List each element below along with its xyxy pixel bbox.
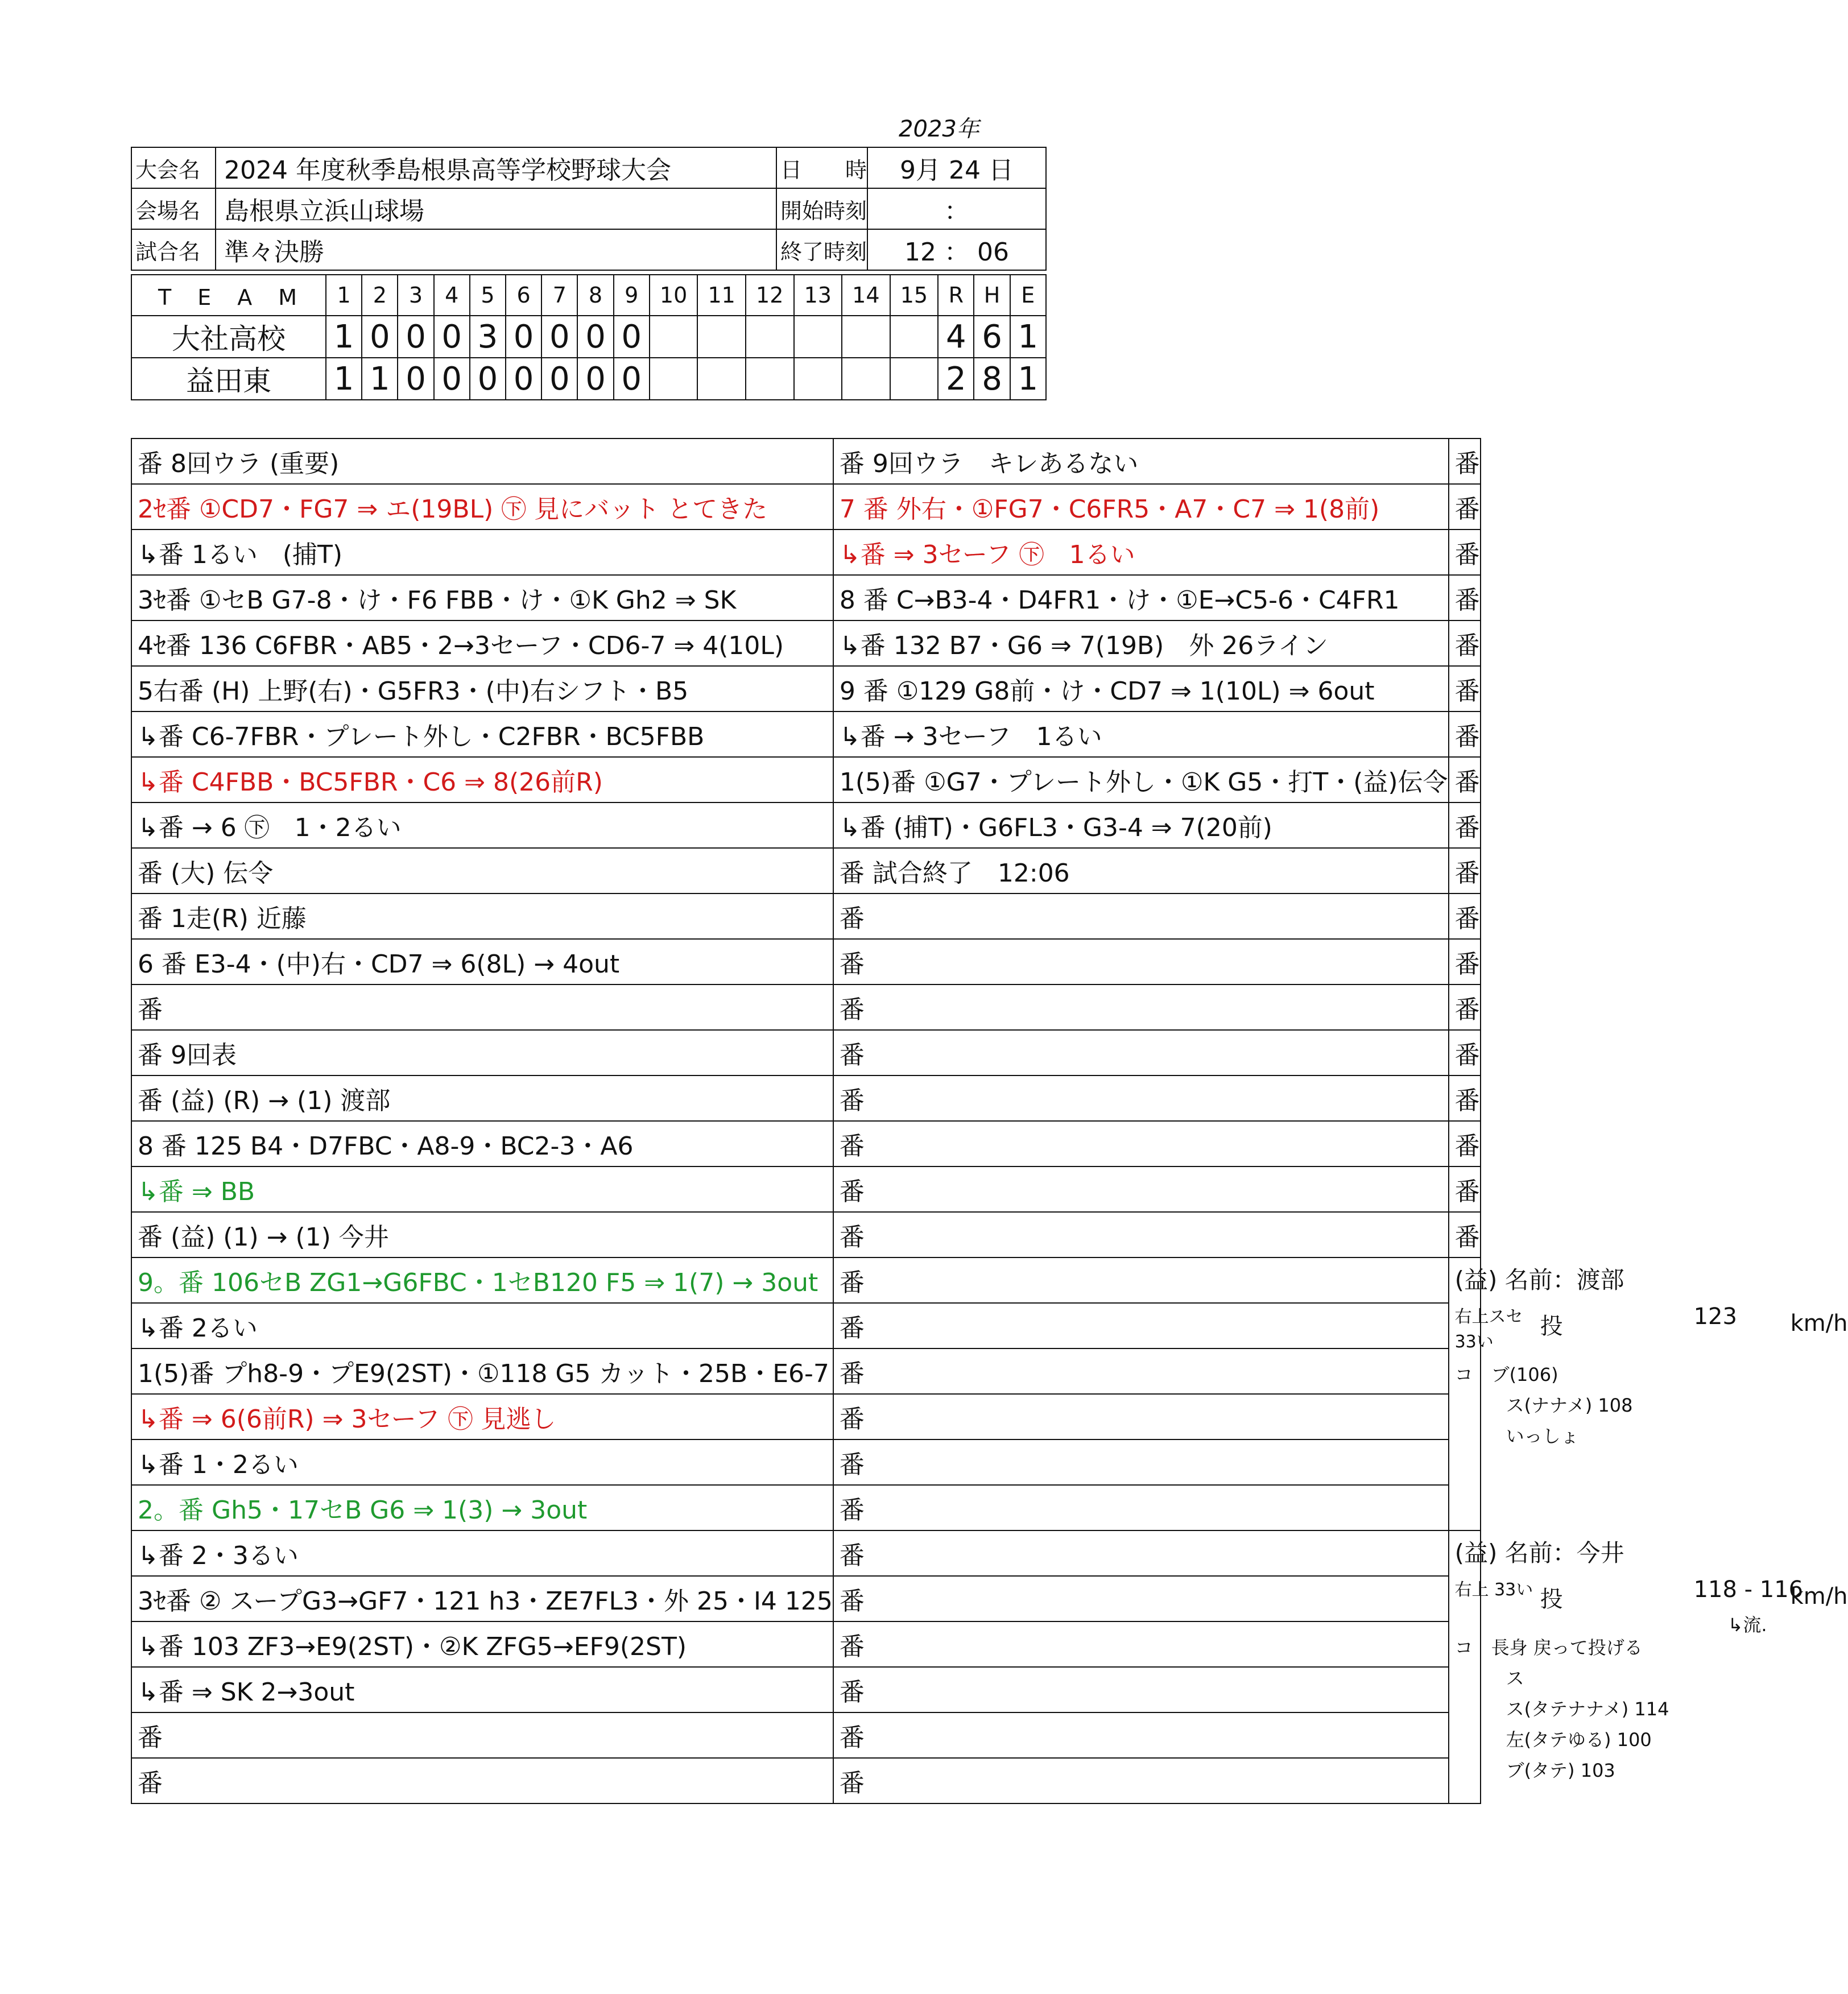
play-cell-extra: 番	[1449, 757, 1481, 802]
play-cell-inning-8-9: 番	[131, 1758, 833, 1803]
inning-score	[794, 358, 842, 400]
play-cell-inning-8-9: 番	[131, 1712, 833, 1758]
inning-score	[890, 316, 939, 358]
play-cell-inning-8-9: ↳番 ⇒ 6(6前R) ⇒ 3セーフ ㊦ 見逃し	[131, 1394, 833, 1439]
inning-header: 3	[398, 275, 433, 316]
total-errors: 1	[1010, 358, 1046, 400]
play-cell-inning-9-bottom: 番	[833, 1166, 1449, 1212]
play-row	[131, 1166, 1481, 1212]
play-cell-inning-8-9: 9。番 106セB ZG1→G6FBC・1セB120 F5 ⇒ 1(7) → 3out	[131, 1257, 833, 1303]
play-cell-inning-9-bottom: ↳番 132 B7・G6 ⇒ 7(19B) 外 26ライン	[833, 620, 1449, 666]
play-cell-extra: 番	[1449, 529, 1481, 575]
play-cell-inning-8-9: ↳番 2・3るい	[131, 1530, 833, 1576]
errors-header: E	[1010, 275, 1046, 316]
pitcher-profile	[1449, 1257, 1848, 1530]
inning-score: 0	[577, 316, 613, 358]
play-cell-inning-9-bottom: 番	[833, 1758, 1449, 1803]
total-errors: 1	[1010, 316, 1046, 358]
inning-score: 0	[614, 358, 650, 400]
play-cell-inning-9-bottom: 番 9回ウラ キレあるない	[833, 438, 1449, 484]
play-cell-inning-9-bottom: 8 番 C→B3-4・D4FR1・け・①E→C5-6・C4FR1	[833, 575, 1449, 620]
pitch-note: コ ブ(106)	[1454, 1364, 1558, 1385]
play-row	[131, 1394, 1481, 1439]
play-cell-extra: 番	[1449, 1075, 1481, 1121]
inning-score	[650, 316, 698, 358]
play-cell-inning-9-bottom: 番	[833, 1576, 1449, 1621]
play-row	[131, 1075, 1481, 1121]
inning-score: 1	[326, 358, 362, 400]
play-cell-inning-8-9: 2ｾ番 ①CD7・FG7 ⇒ エ(19BL) ㊦ 見にバット とてきた	[131, 484, 833, 529]
play-cell-extra: 番	[1449, 711, 1481, 757]
play-cell-extra: 番	[1449, 1166, 1481, 1212]
play-row	[131, 1348, 1481, 1394]
pitcher-role: 投	[1540, 1586, 1563, 1612]
play-row	[131, 620, 1481, 666]
play-cell-inning-8-9: ↳番 ⇒ BB	[131, 1166, 833, 1212]
play-cell-extra: 番	[1449, 893, 1481, 939]
inning-header: 11	[697, 275, 746, 316]
play-row	[131, 1621, 1481, 1667]
play-cell-inning-8-9: 4ｾ番 136 C6FBR・AB5・2→3セーフ・CD6-7 ⇒ 4(10L)	[131, 620, 833, 666]
pitch-note: コ 長身 戻って投げる	[1454, 1637, 1643, 1658]
pitcher-name: (益) 名前：渡部	[1454, 1266, 1624, 1294]
play-row	[131, 939, 1481, 984]
play-row	[131, 575, 1481, 620]
pitcher-extra: ↳流.	[1727, 1614, 1767, 1636]
play-row	[131, 848, 1481, 893]
play-cell-inning-9-bottom: 番	[833, 1439, 1449, 1485]
play-cell-inning-8-9: ↳番 C4FBB・BC5FBR・C6 ⇒ 8(26前R)	[131, 757, 833, 802]
inning-header: 5	[470, 275, 506, 316]
play-row	[131, 1439, 1481, 1485]
inning-score	[890, 358, 939, 400]
play-cell-inning-8-9: ↳番 C6-7FBR・プレート外し・C2FBR・BC5FBB	[131, 711, 833, 757]
pitch-note: ス(タテナナメ) 114	[1506, 1698, 1669, 1720]
play-row	[131, 1712, 1481, 1758]
inning-score: 0	[577, 358, 613, 400]
inning-score: 1	[362, 358, 398, 400]
play-row	[131, 1530, 1481, 1576]
play-cell-inning-8-9: ↳番 103 ZF3→E9(2ST)・②K ZFG5→EF9(2ST)	[131, 1621, 833, 1667]
play-row	[131, 529, 1481, 575]
inning-score: 0	[541, 316, 577, 358]
inning-score: 0	[362, 316, 398, 358]
play-cell-inning-9-bottom: 番	[833, 1712, 1449, 1758]
inning-score: 0	[506, 316, 541, 358]
play-cell-inning-8-9: ↳番 1・2るい	[131, 1439, 833, 1485]
team-header: T E A M	[131, 275, 326, 316]
inning-score	[794, 316, 842, 358]
inning-score: 1	[326, 316, 362, 358]
play-by-play-grid	[131, 438, 1848, 1804]
inning-header: 2	[362, 275, 398, 316]
play-row	[131, 1758, 1481, 1803]
inning-score: 0	[398, 358, 433, 400]
play-cell-inning-9-bottom: 番	[833, 1394, 1449, 1439]
play-cell-inning-8-9: 番 8回ウラ (重要)	[131, 438, 833, 484]
inning-header: 6	[506, 275, 541, 316]
inning-score	[746, 316, 794, 358]
play-cell-inning-9-bottom: ↳番 ⇒ 3セーフ ㊦ 1るい	[833, 529, 1449, 575]
inning-header: 15	[890, 275, 939, 316]
total-hits: 8	[974, 358, 1010, 400]
inning-header: 1	[326, 275, 362, 316]
play-cell-inning-8-9: 8 番 125 B4・D7FBC・A8-9・BC2-3・A6	[131, 1121, 833, 1166]
venue-name: 島根県立浜山球場	[216, 188, 776, 229]
play-cell-extra: 番	[1449, 1030, 1481, 1075]
play-cell-inning-8-9: ↳番 → 6 ㊦ 1・2るい	[131, 802, 833, 848]
play-row	[131, 1212, 1481, 1257]
inning-header: 8	[577, 275, 613, 316]
inning-score	[842, 316, 890, 358]
inning-score	[842, 358, 890, 400]
start-label: 開始時刻	[776, 188, 867, 229]
inning-header: 12	[746, 275, 794, 316]
play-cell-inning-9-bottom: 9 番 ①129 G8前・け・CD7 ⇒ 1(10L) ⇒ 6out	[833, 666, 1449, 711]
play-row	[131, 802, 1481, 848]
play-row	[131, 1030, 1481, 1075]
play-cell-inning-9-bottom: 番	[833, 1303, 1449, 1348]
play-row	[131, 1121, 1481, 1166]
play-cell-extra: 番	[1449, 484, 1481, 529]
scoreboard	[131, 274, 1047, 400]
inning-score	[697, 358, 746, 400]
play-cell-inning-8-9: 番 (益) (R) → (1) 渡部	[131, 1075, 833, 1121]
play-cell-inning-9-bottom: 番	[833, 1030, 1449, 1075]
runs-header: R	[938, 275, 974, 316]
play-cell-inning-9-bottom: ↳番 (捕T)・G6FL3・G3-4 ⇒ 7(20前)	[833, 802, 1449, 848]
game-info-table	[131, 147, 1047, 271]
play-cell-extra: 番	[1449, 1212, 1481, 1257]
inning-score: 3	[470, 316, 506, 358]
play-cell-inning-9-bottom: 番	[833, 1121, 1449, 1166]
play-cell-extra: 番	[1449, 438, 1481, 484]
play-cell-inning-8-9: ↳番 ⇒ SK 2→3out	[131, 1667, 833, 1712]
play-cell-inning-9-bottom: 番	[833, 1621, 1449, 1667]
pitch-note: いっしょ	[1506, 1425, 1579, 1447]
inning-header: 14	[842, 275, 890, 316]
play-row	[131, 666, 1481, 711]
inning-score: 0	[434, 358, 470, 400]
pitch-note: ス	[1506, 1668, 1524, 1689]
play-cell-extra: 番	[1449, 666, 1481, 711]
play-cell-inning-8-9: 番 (益) (1) → (1) 今井	[131, 1212, 833, 1257]
play-cell-inning-9-bottom: 番	[833, 893, 1449, 939]
play-cell-inning-9-bottom: 番	[833, 1212, 1449, 1257]
play-cell-inning-8-9: ↳番 1るい (捕T)	[131, 529, 833, 575]
play-cell-inning-9-bottom: 番	[833, 1530, 1449, 1576]
pitcher-name: (益) 名前：今井	[1454, 1539, 1624, 1567]
play-cell-inning-9-bottom: 1(5)番 ①G7・プレート外し・①K G5・打T・(益)伝令	[833, 757, 1449, 802]
play-row	[131, 711, 1481, 757]
speed-unit: km/h	[1790, 1583, 1848, 1610]
inning-header: 7	[541, 275, 577, 316]
pitcher-profile	[1449, 1530, 1848, 1803]
inning-score: 0	[541, 358, 577, 400]
play-row	[131, 1485, 1481, 1530]
play-cell-inning-9-bottom: ↳番 → 3セーフ 1るい	[833, 711, 1449, 757]
play-cell-extra: 番	[1449, 575, 1481, 620]
inning-score	[746, 358, 794, 400]
play-cell-inning-8-9: 2。番 Gh5・17セB G6 ⇒ 1(3) → 3out	[131, 1485, 833, 1530]
total-hits: 6	[974, 316, 1010, 358]
hits-header: H	[974, 275, 1010, 316]
play-cell-inning-8-9: 1(5)番 プh8-9・プE9(2ST)・①118 G5 カット・25B・E6-7	[131, 1348, 833, 1394]
play-row	[131, 1667, 1481, 1712]
play-cell-inning-8-9: 番 9回表	[131, 1030, 833, 1075]
pitcher-type: 右上 33い	[1454, 1580, 1533, 1600]
play-cell-inning-9-bottom: 番	[833, 1667, 1449, 1712]
play-row	[131, 984, 1481, 1030]
team-name: 益田東	[131, 358, 326, 400]
play-cell-inning-8-9: 番 1走(R) 近藤	[131, 893, 833, 939]
game-name: 準々決勝	[216, 229, 776, 270]
play-cell-inning-9-bottom: 番 試合終了 12:06	[833, 848, 1449, 893]
inning-score: 0	[506, 358, 541, 400]
play-cell-extra: 番	[1449, 1121, 1481, 1166]
inning-header: 9	[614, 275, 650, 316]
play-cell-inning-9-bottom: 番	[833, 984, 1449, 1030]
pitcher-speed: 118 - 116	[1693, 1577, 1804, 1603]
play-cell-inning-8-9: 5右番 (H) 上野(右)・G5FR3・(中)右シフト・B5	[131, 666, 833, 711]
tournament-name: 2024 年度秋季島根県高等学校野球大会	[216, 147, 776, 188]
play-cell-extra: 番	[1449, 984, 1481, 1030]
inning-score: 0	[398, 316, 433, 358]
year-note: 2023年	[899, 116, 979, 142]
inning-score	[697, 316, 746, 358]
play-row	[131, 438, 1481, 484]
play-cell-inning-8-9: ↳番 2るい	[131, 1303, 833, 1348]
pitch-note: ス(ナナメ) 108	[1506, 1395, 1633, 1416]
inning-header: 4	[434, 275, 470, 316]
play-cell-extra: 番	[1449, 939, 1481, 984]
venue-label: 会場名	[131, 188, 216, 229]
play-row	[131, 893, 1481, 939]
pitch-note: ブ(タテ) 103	[1506, 1760, 1615, 1781]
speed-unit: km/h	[1790, 1310, 1848, 1337]
date-value: 9月 24 日	[867, 147, 1046, 188]
play-cell-inning-8-9: 3ｾ番 ①セB G7-8・け・F6 FBB・け・①K Gh2 ⇒ SK	[131, 575, 833, 620]
play-row	[131, 1576, 1481, 1621]
play-cell-inning-8-9: 番 (大) 伝令	[131, 848, 833, 893]
play-cell-extra: 番	[1449, 620, 1481, 666]
play-cell-extra: 番	[1449, 848, 1481, 893]
pitcher-role: 投	[1540, 1313, 1563, 1339]
inning-score: 0	[470, 358, 506, 400]
play-row	[131, 1257, 1481, 1303]
inning-header: 10	[650, 275, 698, 316]
play-cell-inning-9-bottom: 番	[833, 1257, 1449, 1303]
end-label: 終了時刻	[776, 229, 867, 270]
team-name: 大社高校	[131, 316, 326, 358]
end-value: 12 ： 06	[867, 229, 1046, 270]
total-runs: 2	[938, 358, 974, 400]
pitch-note: 左(タテゆる) 100	[1506, 1729, 1652, 1751]
inning-header: 13	[794, 275, 842, 316]
game-label: 試合名	[131, 229, 216, 270]
date-label: 日 時	[776, 147, 867, 188]
play-row	[131, 1303, 1481, 1348]
pitcher-type: 右上スセ 33い	[1454, 1307, 1523, 1352]
play-cell-inning-9-bottom: 番	[833, 939, 1449, 984]
play-cell-extra: 番	[1449, 802, 1481, 848]
play-row	[131, 757, 1481, 802]
play-row	[131, 484, 1481, 529]
play-cell-inning-9-bottom: 番	[833, 1075, 1449, 1121]
start-value: ：	[867, 188, 1046, 229]
inning-score	[650, 358, 698, 400]
play-cell-inning-9-bottom: 番	[833, 1348, 1449, 1394]
inning-score: 0	[614, 316, 650, 358]
pitcher-speed: 123	[1693, 1304, 1737, 1330]
play-cell-inning-8-9: 番	[131, 984, 833, 1030]
tournament-label: 大会名	[131, 147, 216, 188]
play-cell-inning-9-bottom: 7 番 外右・①FG7・C6FR5・A7・C7 ⇒ 1(8前)	[833, 484, 1449, 529]
play-cell-inning-8-9: 3ｾ番 ② スープG3→GF7・121 h3・ZE7FL3・外 25・I4 125	[131, 1576, 833, 1621]
play-cell-inning-8-9: 6 番 E3-4・(中)右・CD7 ⇒ 6(8L) → 4out	[131, 939, 833, 984]
inning-score: 0	[434, 316, 470, 358]
total-runs: 4	[938, 316, 974, 358]
play-cell-inning-9-bottom: 番	[833, 1485, 1449, 1530]
